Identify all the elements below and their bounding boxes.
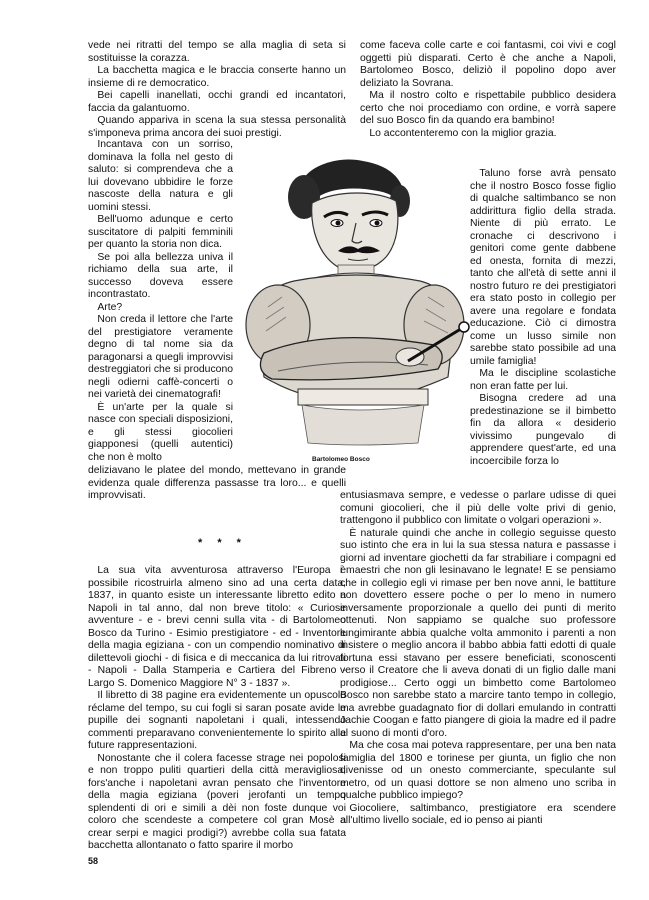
page-number: 58 — [88, 856, 99, 866]
paragraph: Ma il nostro colto e rispettabile pubblico desidera certo che noi procediamo con ordine, e vorrà sapere del suo Bosco fin da quando era bambino! — [360, 90, 616, 126]
image-caption: Bartolomeo Bosco — [312, 456, 370, 463]
paragraph: Nonostante che il colera facesse strage nei popolosi e non troppo puliti quartieri della città meravigliosa, fors'anche i napoletani avran pensato che l'inventore della magia egiziana (poveri jerofanti un tempo splendenti di ori e simili a dèi non foste dunque voi coloro che scendeste a competere col gran Mosè a crear serpi e magici prodigi?) avrebbe colla sua fatata bacchetta allontanato o fatto sparire il morbo — [88, 752, 346, 851]
paragraph: Giocoliere, saltimbanco, prestigiatore era scendere all'ultimo livello sociale, ed io penso ai pianti — [340, 802, 616, 826]
paragraph: La sua vita avventurosa attraverso l'Europa è possibile ricostruirla almeno sino ad una certa data, 1837, in quanto esiste un interessante libretto edito a Napoli in tal anno, dal non breve titolo: « Curiose avventure - e - brevi cenni sulla vita - di Bartolomeo Bosco da Turino - Esimio prestigiatore - ed - Inventore della magia egiziana - con un compendio nominativo di dilettevoli giochi - di fisica e di meccanica da lui ritrovati - Napoli - Dalla Stamperia e Cartiera del Fibreno - Largo S. Domenico Maggiore N° 3 - 1837 ». — [88, 565, 346, 689]
paragraph: È naturale quindi che anche in collegio seguisse questo suo istinto che era in lui la sua stessa natura e passasse i giorni ad inventare giochetti da far strabiliare i compagni ed i maestri che non gli lesinavano le legnate! E se pensiamo che in collegio egli vi rimase per ben nove anni, le battiture non dovettero essere poche o per lo meno in numero inversamente proporzionale a quello dei punti di merito ottenuti. Non sappiamo se qualche suo professore lungimirante abbia qualche volta ammonito i parenti a non insistere o meglio ancora il babbo abbia fatti edotti di quale fortuna essi stavano per essere beneficiati, sconoscenti verso il Creatore che li aveva donati di un figlio dalle mani prodigiose... Certo oggi un bimbetto come Bartolomeo Bosco non sarebbe stato a marcire tanto tempo in collegio, ma avrebbe guadagnato fior di dollari emulando in contratti Jachie Coogan e fatto piangere di gioia la madre ed il padre al suono di monti d'oro. — [340, 527, 616, 739]
paragraph: entusiasmava sempre, e vedesse o parlare udisse di quei comuni giocolieri, che il più delle volte privi di genio, trattengono il pubblico con limitate o volgari operazioni ». — [340, 490, 616, 526]
paragraph: Bell'uomo adunque e certo suscitatore di palpiti femminili per quanto la storia non dica. — [88, 214, 233, 250]
paragraph: deliziavano le platee del mondo, mettevano in grande evidenza quale differenza passasse tra loro... e quelli improvvisati. — [88, 465, 346, 501]
paragraph: Arte? — [97, 301, 123, 313]
paragraph: Ma le discipline scolastiche non eran fatte per lui. — [470, 368, 616, 392]
paragraph: Se poi alla bellezza univa il richiamo della sua arte, il successo doveva essere incontrastato. — [88, 251, 233, 300]
right-column-continuation — [340, 490, 616, 828]
paragraph: Bisogna credere ad una predestinazione se il bimbetto fin da allora « desiderio vivissimo pungevalo di apprendere quest'arte, ed una incoercibile forza lo — [470, 393, 616, 467]
left-column-bottom — [88, 565, 346, 853]
paragraph: Bei capelli inanellati, occhi grandi ed incantatori, faccia da galantuomo. — [88, 90, 346, 114]
paragraph: È un'arte per la quale si nasce con speciali disposizioni, e gli stessi giocolieri giapponesi (quelli autentici) che non è molto — [88, 401, 233, 463]
paragraph: La bacchetta magica e le braccia conserte hanno un insieme di re democratico. — [88, 65, 346, 89]
paragraph: Il libretto di 38 pagine era evidentemente un opuscolo réclame del tempo, su cui fogli si saran posate avide le pupille dei sognanti napoletani i quali, intessendo commenti preparavano convenientemente lo spirito alle future rappresentazioni. — [88, 690, 346, 751]
paragraph: Quando appariva in scena la sua stessa personalità s'imponeva prima ancora dei suoi prestigi. — [88, 115, 346, 139]
paragraph: Ma che cosa mai poteva rappresentare, per una ben nata famiglia del 1800 e torinese per giunta, un figlio che non divenisse od un onesto commerciante, speculante sul metro, od un quasi dottore se non almeno uno scriba in qualche pubblico impiego? — [340, 740, 616, 801]
right-column-narrow — [470, 168, 616, 468]
paragraph: Lo accontenteremo con la miglior grazia. — [369, 127, 557, 139]
right-column-top — [360, 40, 616, 140]
paragraph: Incantava con un sorriso, dominava la folla nel gesto di saluto: si comprendeva che a lui dovevano ubbidire le forze nascoste della natura e gli uomini stessi. — [88, 139, 233, 213]
section-divider: * * * — [198, 537, 247, 549]
left-column-narrow — [88, 139, 233, 464]
paragraph: Taluno forse avrà pensato che il nostro Bosco fosse figlio di qualche saltimbanco se non addirittura figlio della strada. Niente di più errato. Le cronache ci descrivono i genitori come gente dabbene ed onesta, fornita di mezzi, tanto che all'età di sette anni il nostro futuro re dei prestigiatori era stato posto in collegio per avere una regolare e fondata educazione. Ciò ci dimostra come un lusso simile non sarebbe stato possibile ad una umile famiglia! — [470, 168, 616, 367]
left-column-continuation — [88, 465, 346, 503]
paragraph: Non creda il lettore che l'arte del prestigiatore veramente degno di tal nome sia da paragonarsi a quegli improvvisi destreggiatori che si producono negli odierni caffè-concerti o nei varietà dei cinematografi! — [88, 314, 233, 400]
left-column-top — [88, 40, 346, 140]
paragraph: vede nei ritratti del tempo se alla maglia di seta si sostituisse la corazza. — [88, 40, 346, 64]
paragraph: come faceva colle carte e coi fantasmi, coi vivi e cogl oggetti più disparati. Certo è che anche a Napoli, Bartolomeo Bosco, deliziò il popolino dopo aver deliziato la Sovrana. — [360, 40, 616, 89]
portrait-illustration — [238, 157, 471, 447]
